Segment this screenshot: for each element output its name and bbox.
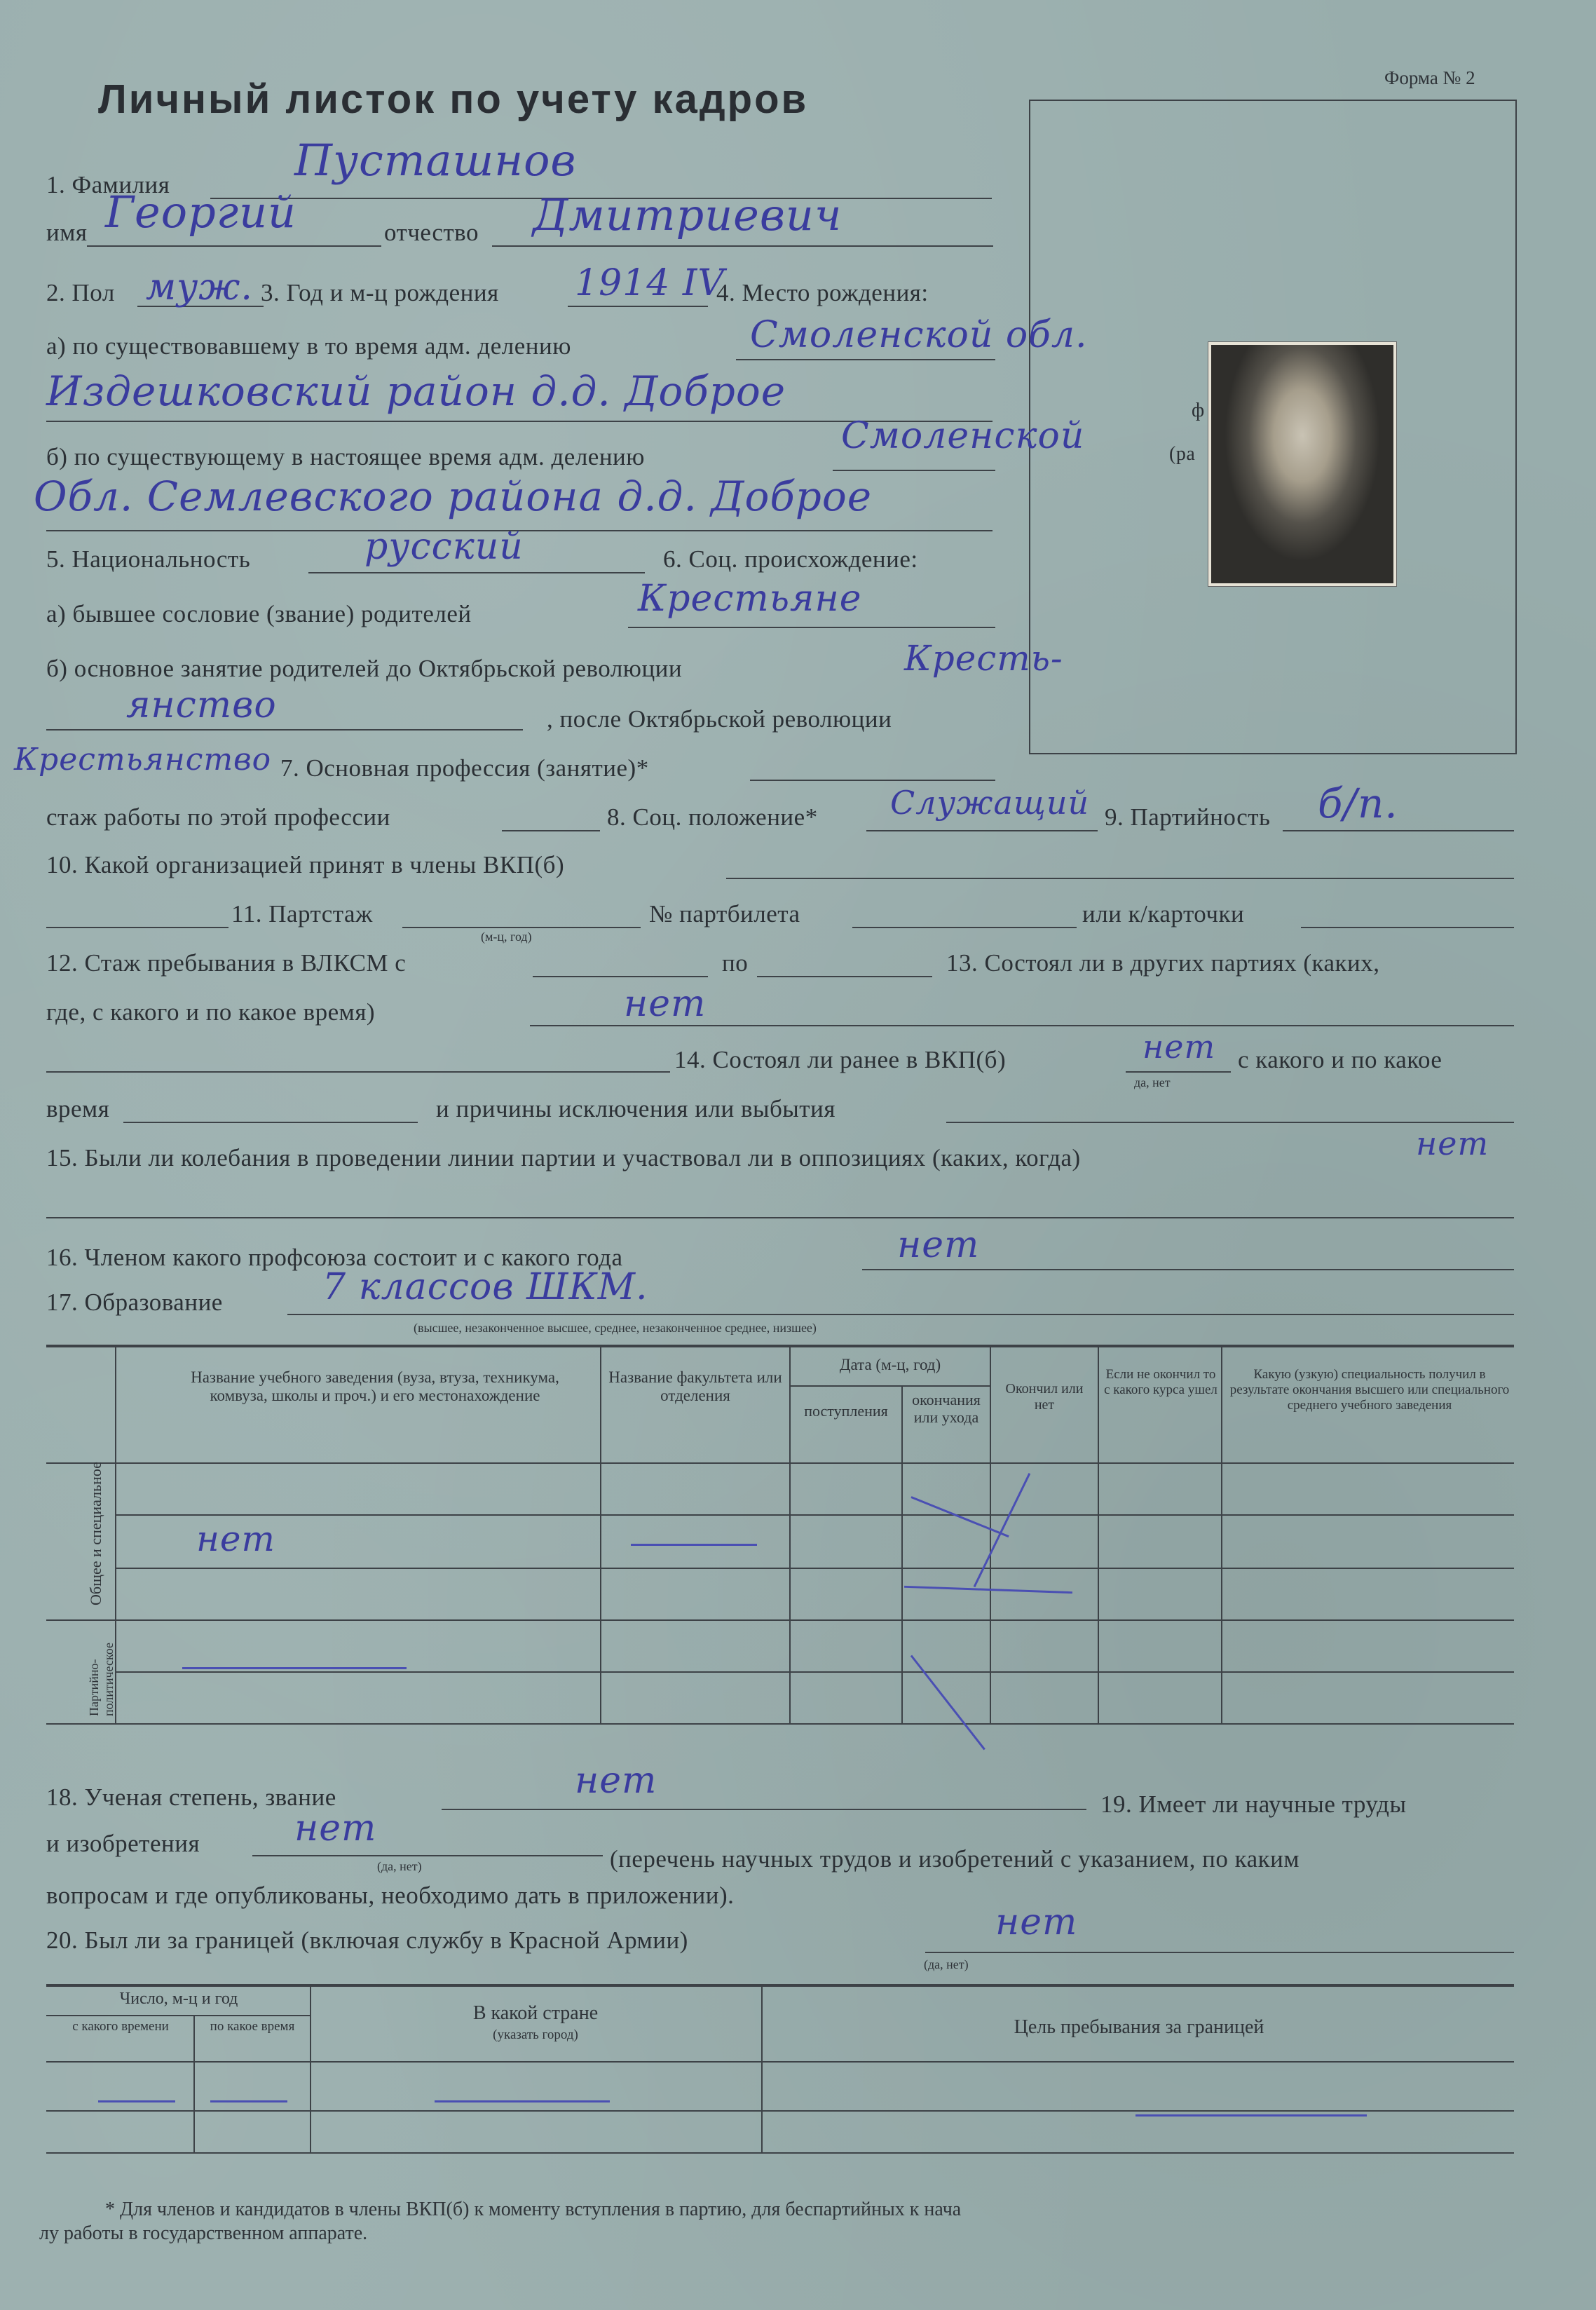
edu-row-line: [115, 1671, 1514, 1673]
edu-table-top: [46, 1345, 1514, 1347]
edu-row-political: Партийно-политическое: [87, 1642, 116, 1716]
edu-dash: [631, 1544, 757, 1546]
f11-pre-line: [46, 927, 229, 928]
edu-col-date: Дата (м-ц, год): [839, 1356, 941, 1373]
f6b-value-1b: янство: [126, 684, 277, 726]
f17-line: [287, 1314, 1514, 1315]
edu-dash: [910, 1655, 985, 1751]
f12-po: по: [722, 949, 749, 977]
abroad-dash: [435, 2100, 610, 2102]
f19-after: (перечень научных трудов и изобретений с указанием, по каким: [610, 1845, 1300, 1873]
f16-value: нет: [897, 1224, 980, 1266]
f19-label-2: и изобретения: [46, 1830, 200, 1857]
f14-line: [1126, 1071, 1231, 1073]
f18-value: нет: [575, 1760, 657, 1802]
f6b-value-1a: Кресть-: [904, 638, 1063, 679]
f8-line: [866, 830, 1098, 831]
f19-value: нет: [294, 1807, 377, 1849]
f18-label: 18. Ученая степень, звание: [46, 1784, 336, 1811]
f6b-after-value: Крестьянство: [14, 742, 272, 777]
f20-sub: (да, нет): [924, 1957, 969, 1971]
abroad-col-date: Число, м-ц и год: [119, 1990, 238, 2008]
f4a-label: а) по существовавшему в то время адм. делению: [46, 332, 571, 360]
f6b-label: б) основное занятие родителей до Октябрьской революции: [46, 655, 683, 682]
f9-line: [1283, 830, 1514, 831]
abroad-vline: [310, 1984, 311, 2152]
edu-dash: [904, 1586, 1072, 1594]
f18-line: [442, 1809, 1086, 1810]
prichiny-label: и причины исключения или выбытия: [436, 1095, 835, 1122]
f4b-value-2: Обл. Семлевского района д.д. Доброе: [34, 473, 873, 520]
f6b-line: [46, 729, 523, 731]
f13-label: 13. Состоял ли в других партиях (каких,: [946, 949, 1380, 977]
edu-row-line: [115, 1568, 1514, 1569]
abroad-row-line: [46, 2152, 1514, 2154]
f4-label: 4. Место рождения:: [716, 279, 929, 306]
edu-table-header-bottom: [46, 1462, 1514, 1464]
f19-sub: (да, нет): [377, 1859, 422, 1873]
footnote-line-1: * Для членов и кандидатов в члены ВКП(б) к моменту вступления в партию, для беспартийных к нача: [105, 2199, 962, 2220]
edu-value: нет: [196, 1519, 275, 1559]
f15-label: 15. Были ли колебания в проведении линии партии и участвовал ли в оппозициях (каких, когда): [46, 1144, 1081, 1171]
f15-line: [46, 1217, 1514, 1218]
f17-label: 17. Образование: [46, 1289, 223, 1316]
f6a-value: Крестьяне: [638, 578, 862, 620]
f7-label: 7. Основная профессия (занятие)*: [280, 754, 649, 782]
f8-label: 8. Соц. положение*: [607, 803, 818, 831]
f14-value: нет: [1143, 1028, 1216, 1066]
edu-col-specialty: Какую (узкую) специальность получил в результате окончания высшего или специального среднего учебного заведения: [1229, 1367, 1510, 1413]
f11-label: 11. Партстаж: [231, 900, 373, 928]
f10-line: [726, 878, 1514, 879]
f6a-label: а) бывшее сословие (звание) родителей: [46, 600, 472, 627]
f16-line: [862, 1269, 1514, 1270]
edu-col-start: поступления: [804, 1402, 888, 1420]
name-label: имя: [46, 219, 88, 246]
f10-label: 10. Какой организацией принят в члены ВКП(б): [46, 851, 565, 878]
vremya-label: время: [46, 1095, 110, 1122]
patronymic-value: Дмитриевич: [533, 189, 843, 240]
f19-label: 19. Имеет ли научные труды: [1100, 1791, 1407, 1818]
f12-po-line: [757, 976, 932, 977]
edu-table-section-split: [46, 1619, 1514, 1621]
stazh-line: [502, 830, 600, 831]
f5-label: 5. Национальность: [46, 545, 251, 573]
f9-label: 9. Партийность: [1105, 803, 1271, 831]
edu-vline-4: [990, 1345, 991, 1723]
page-title: Личный листок по учету кадров: [98, 76, 809, 122]
kartochka-line: [1301, 927, 1514, 928]
f4a-value-1: Смоленской обл.: [750, 314, 1088, 356]
f9-value: б/п.: [1318, 780, 1398, 827]
abroad-header-bottom: [46, 2061, 1514, 2063]
f8-value: Служащий: [890, 784, 1090, 822]
f3-value: 1914 IV: [575, 262, 725, 304]
f6b-after-label: , после Октябрьской революции: [547, 705, 892, 733]
f1-value: Пусташнов: [294, 135, 577, 186]
abroad-table-top: [46, 1984, 1514, 1987]
abroad-subhead-line: [46, 2015, 310, 2016]
f12-line: [533, 976, 708, 977]
kartochka-label: или к/карточки: [1082, 900, 1245, 928]
edu-table-bottom: [46, 1723, 1514, 1725]
abroad-vline: [193, 2015, 195, 2152]
name-line: [87, 245, 381, 247]
edu-vline-2: [789, 1345, 791, 1723]
f7-line: [750, 780, 995, 781]
f20-line: [925, 1952, 1514, 1953]
abroad-dash: [210, 2100, 287, 2102]
f15-value: нет: [1416, 1125, 1489, 1162]
edu-dash: [910, 1496, 1009, 1537]
f16-label: 16. Членом какого профсоюза состоит и с какого года: [46, 1244, 623, 1271]
abroad-col-country: В какой стране: [472, 2002, 599, 2024]
f17-sub: (высшее, незаконченное высшее, среднее, незаконченное среднее, низшее): [414, 1321, 817, 1335]
f20-value: нет: [995, 1901, 1078, 1943]
f17-value: 7 классов ШКМ.: [322, 1266, 648, 1308]
edu-col-course: Если не окончил то с какого курса ушел: [1104, 1367, 1218, 1397]
edu-row-general: Общее и специальное: [87, 1462, 104, 1605]
abroad-dash: [1135, 2114, 1367, 2117]
footnote-line-2: лу работы в государственном аппарате.: [39, 2222, 368, 2244]
abroad-col-from: с какого времени: [72, 2019, 169, 2034]
abroad-col-purpose: Цель пребывания за границей: [1014, 2016, 1264, 2038]
f13-label-2: где, с какого и по какое время): [46, 998, 376, 1026]
f4b-value-1: Смоленской: [841, 415, 1085, 457]
f13-value: нет: [624, 983, 707, 1025]
edu-date-split: [789, 1385, 990, 1387]
edu-col-name: Название учебного заведения (вуза, втуза, техникума, комвуза, школы и проч.) и его местонахождение: [191, 1368, 559, 1405]
edu-vline-5: [1098, 1345, 1099, 1723]
edu-row-line: [115, 1514, 1514, 1516]
f19-line: [252, 1855, 603, 1856]
stazh-label: стаж работы по этой профессии: [46, 803, 390, 831]
abroad-dash: [98, 2100, 175, 2102]
edu-vline-1: [600, 1345, 601, 1723]
f14-pre-line: [46, 1071, 670, 1073]
f3-label: 3. Год и м-ц рождения: [261, 279, 499, 306]
f1-label: 1. Фамилия: [46, 171, 170, 198]
photo-label-2: (ра: [1169, 443, 1196, 465]
edu-col-end: окончания или ухода: [912, 1391, 981, 1427]
vremya-line: [123, 1122, 418, 1123]
edu-col-finished: Окончил или нет: [1005, 1381, 1084, 1413]
f14-sub: да, нет: [1134, 1075, 1171, 1089]
f2-label: 2. Пол: [46, 279, 115, 306]
f4b-label: б) по существующему в настоящее время адм. делению: [46, 443, 645, 470]
f20-label: 20. Был ли за границей (включая службу в Красной Армии): [46, 1927, 688, 1954]
photo-label: ф: [1192, 400, 1205, 421]
abroad-col-to: по какое время: [210, 2019, 295, 2034]
f4a-line: [736, 359, 995, 360]
form-number: Форма № 2: [1384, 67, 1475, 88]
f6a-line: [628, 627, 995, 628]
patronymic-line: [492, 245, 993, 247]
f4b-line: [833, 470, 995, 471]
f4a-value-2: Издешковский район д.д. Доброе: [46, 367, 786, 415]
f19-line3: вопросам и где опубликованы, необходимо дать в приложении).: [46, 1882, 735, 1909]
patronymic-label: отчество: [384, 219, 479, 246]
abroad-row-line: [46, 2110, 1514, 2112]
edu-dash: [974, 1473, 1031, 1587]
portrait-photo: [1208, 342, 1396, 586]
partbilet-label: № партбилета: [649, 900, 800, 928]
f3-line: [568, 306, 708, 307]
edu-col-faculty: Название факультета или отделения: [608, 1368, 782, 1405]
prichiny-line: [946, 1122, 1514, 1123]
name-value: Георгий: [105, 186, 296, 238]
f12-label: 12. Стаж пребывания в ВЛКСМ с: [46, 949, 407, 977]
f14-after: с какого и по какое: [1238, 1046, 1442, 1073]
partbilet-line: [852, 927, 1077, 928]
f11-sub: (м-ц, год): [481, 930, 532, 944]
f5-value: русский: [364, 526, 524, 568]
edu-dash: [182, 1667, 407, 1669]
f14-label: 14. Состоял ли ранее в ВКП(б): [674, 1046, 1007, 1073]
f11-line: [402, 927, 641, 928]
f5-line: [308, 572, 645, 573]
abroad-vline: [761, 1984, 763, 2152]
abroad-col-city: (указать город): [493, 2027, 578, 2042]
edu-vline-6: [1221, 1345, 1222, 1723]
f13-line: [530, 1025, 1514, 1026]
f2-value: муж.: [146, 266, 253, 308]
f6-label: 6. Соц. происхождение:: [663, 545, 918, 573]
